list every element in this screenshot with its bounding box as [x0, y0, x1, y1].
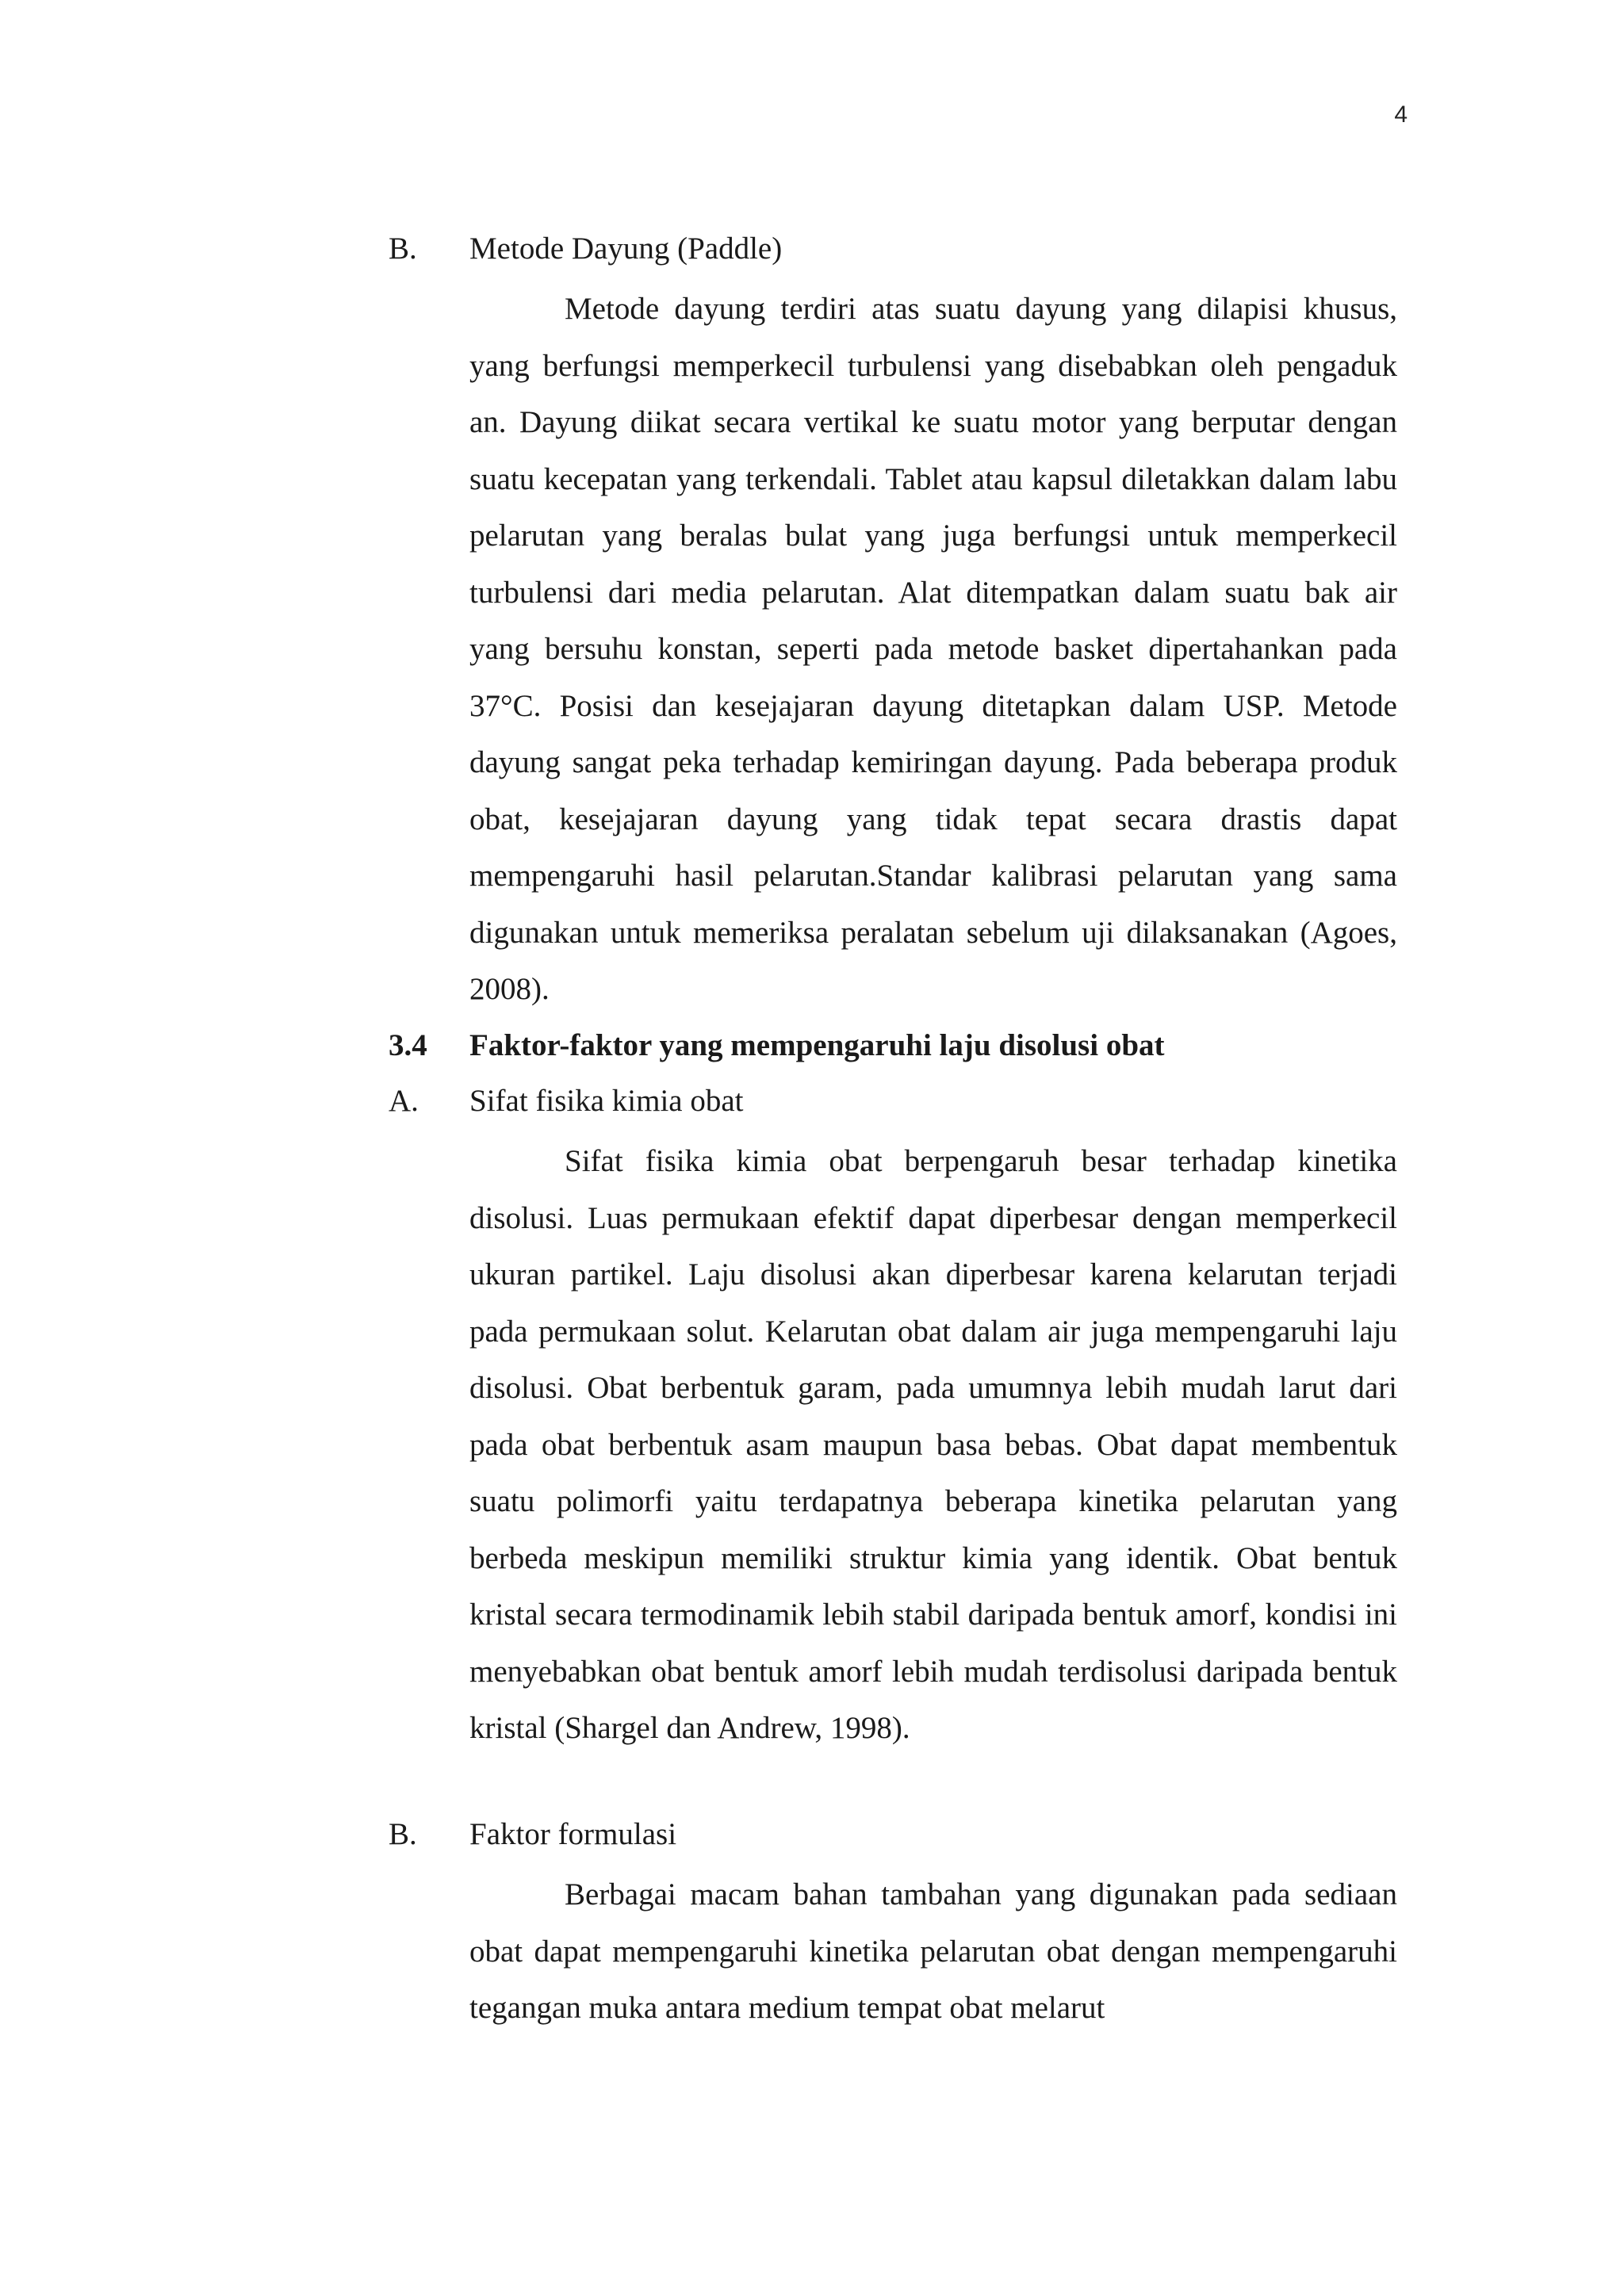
formulation-paragraph: Berbagai macam bahan tambahan yang digunakan pada sediaan obat dapat mempengaruhi kinetika pelarutan obat dengan mempengaruhi tegangan muka antara medium tempat obat melarut: [469, 1877, 1397, 2025]
subsection-title: Faktor formulasi: [469, 1817, 677, 1851]
subsection-title: Sifat fisika kimia obat: [469, 1084, 744, 1118]
subsection-title: Metode Dayung (Paddle): [469, 232, 783, 266]
paddle-method-paragraph: Metode dayung terdiri atas suatu dayung yang dilapisi khusus, yang berfungsi memperkecil turbulensi yang disebabkan oleh pengaduk an. Dayung diikat secara vertikal ke suatu motor yang berputar dengan suatu kecepatan yang terkendali. Tablet atau kapsul diletakkan dalam labu pelarutan yang beralas bulat yang juga berfungsi untuk memperkecil turbulensi dari media pelarutan. Alat ditempatkan dalam suatu bak air yang bersuhu konstan, seperti pada metode basket dipertahankan pada 37°C. Posisi dan kesejajaran dayung ditetapkan dalam USP. Metode dayung sangat peka terhadap kemiringan dayung. Pada beberapa produk obat, kesejajaran dayung yang tidak tepat secara drastis dapat mempengaruhi hasil pelarutan.Standar kalibrasi pelarutan yang sama digunakan untuk memeriksa peralatan sebelum uji dilaksanakan (Agoes, 2008).: [469, 292, 1397, 1006]
physchem-paragraph: Sifat fisika kimia obat berpengaruh besar terhadap kinetika disolusi. Luas permukaan efektif dapat diperbesar dengan memperkecil ukuran partikel. Laju disolusi akan diperbesar karena kelarutan terjadi pada permukaan solut. Kelarutan obat dalam air juga mempengaruhi laju disolusi. Obat berbentuk garam, pada umumnya lebih mudah larut dari pada obat berbentuk asam maupun basa bebas. Obat dapat membentuk suatu polimorfi yaitu terdapatnya beberapa kinetika pelarutan yang berbeda meskipun memiliki struktur kimia yang identik. Obat bentuk kristal secara termodinamik lebih stabil daripada bentuk amorf, kondisi ini menyebabkan obat bentuk amorf lebih mudah terdisolusi daripada bentuk kristal (Shargel dan Andrew, 1998).: [469, 1144, 1397, 1745]
subsection-label: A.: [389, 1084, 419, 1118]
subsection-label: B.: [389, 1817, 417, 1851]
section-title: Faktor-faktor yang mempengaruhi laju disolusi obat: [469, 1028, 1165, 1062]
section-number: 3.4: [389, 1028, 427, 1062]
subsection-label: B.: [389, 232, 417, 266]
page-number: 4: [1394, 101, 1408, 128]
